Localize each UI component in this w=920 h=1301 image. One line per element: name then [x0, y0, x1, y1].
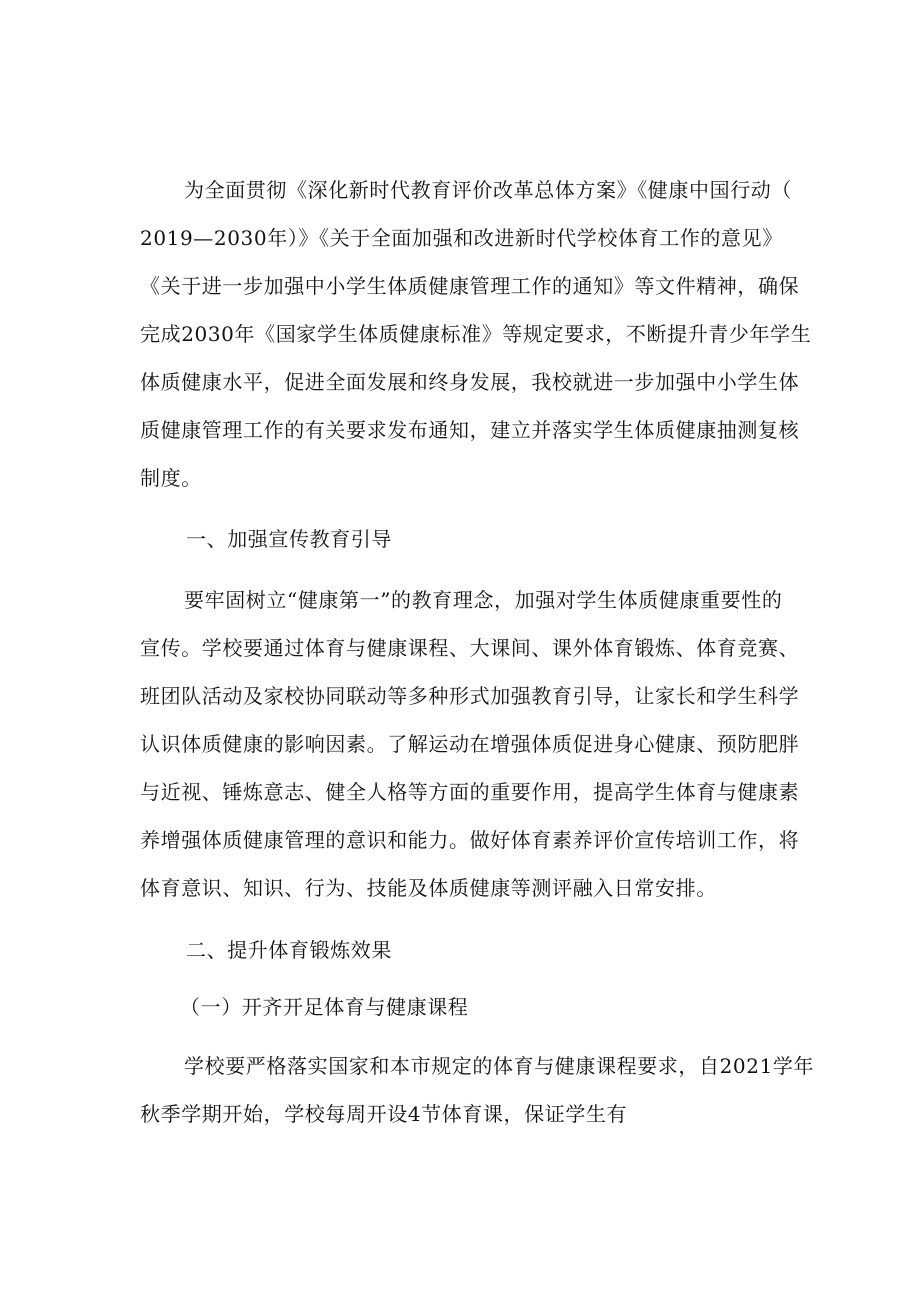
section-2-heading: 二、提升体育锻炼效果 — [186, 938, 392, 962]
paragraph-line: 为全面贯彻《深化新时代教育评价改革总体方案》《健康中国行动（ — [184, 178, 792, 202]
section-1-heading: 一、加强宣传教育引导 — [186, 527, 392, 551]
section-heading — [140, 515, 782, 563]
intro-paragraph — [140, 166, 812, 502]
paragraph-line: 与近视、锤炼意志、健全人格等方面的重要作用，提高学生体育与健康素 — [140, 780, 800, 804]
section-2-paragraph — [140, 1042, 815, 1138]
paragraph-line: 要牢固树立“健康第一”的教育理念，加强对学生体质健康重要性的 — [184, 588, 783, 612]
paragraph-line: 养增强体质健康管理的意识和能力。做好体育素养评价宣传培训工作，将 — [140, 828, 800, 852]
paragraph-line: 完成2030年《国家学生体质健康标准》等规定要求，不断提升青少年学生 — [140, 322, 812, 346]
paragraph-line: 学校要严格落实国家和本市规定的体育与健康课程要求，自2021学年 — [184, 1054, 815, 1078]
paragraph-line: 班团队活动及家校协同联动等多种形式加强教育引导，让家长和学生科学 — [140, 684, 800, 708]
sub-heading — [140, 983, 782, 1031]
section-1-paragraph — [140, 576, 800, 912]
paragraph-line: 质健康管理工作的有关要求发布通知，建立并落实学生体质健康抽测复核 — [140, 418, 800, 442]
paragraph-line: 制度。 — [140, 466, 202, 490]
paragraph-line: 2019—2030年）》《关于全面加强和改进新时代学校体育工作的意见》 — [140, 226, 783, 250]
paragraph-line: 体育意识、知识、行为、技能及体质健康等测评融入日常安排。 — [140, 876, 717, 900]
section-heading — [140, 926, 782, 974]
paragraph-line: 体质健康水平，促进全面发展和终身发展，我校就进一步加强中小学生体 — [140, 370, 800, 394]
paragraph-line: 《关于进一步加强中小学生体质健康管理工作的通知》等文件精神，确保 — [140, 274, 800, 298]
paragraph-line: 秋季学期开始，学校每周开设4节体育课，保证学生有 — [140, 1102, 628, 1126]
paragraph-line: 认识体质健康的影响因素。了解运动在增强体质促进身心健康、预防肥胖 — [140, 732, 800, 756]
section-2-sub-heading: （一）开齐开足体育与健康课程 — [180, 995, 469, 1019]
paragraph-line: 宣传。学校要通过体育与健康课程、大课间、课外体育锻炼、体育竞赛、 — [140, 636, 800, 660]
